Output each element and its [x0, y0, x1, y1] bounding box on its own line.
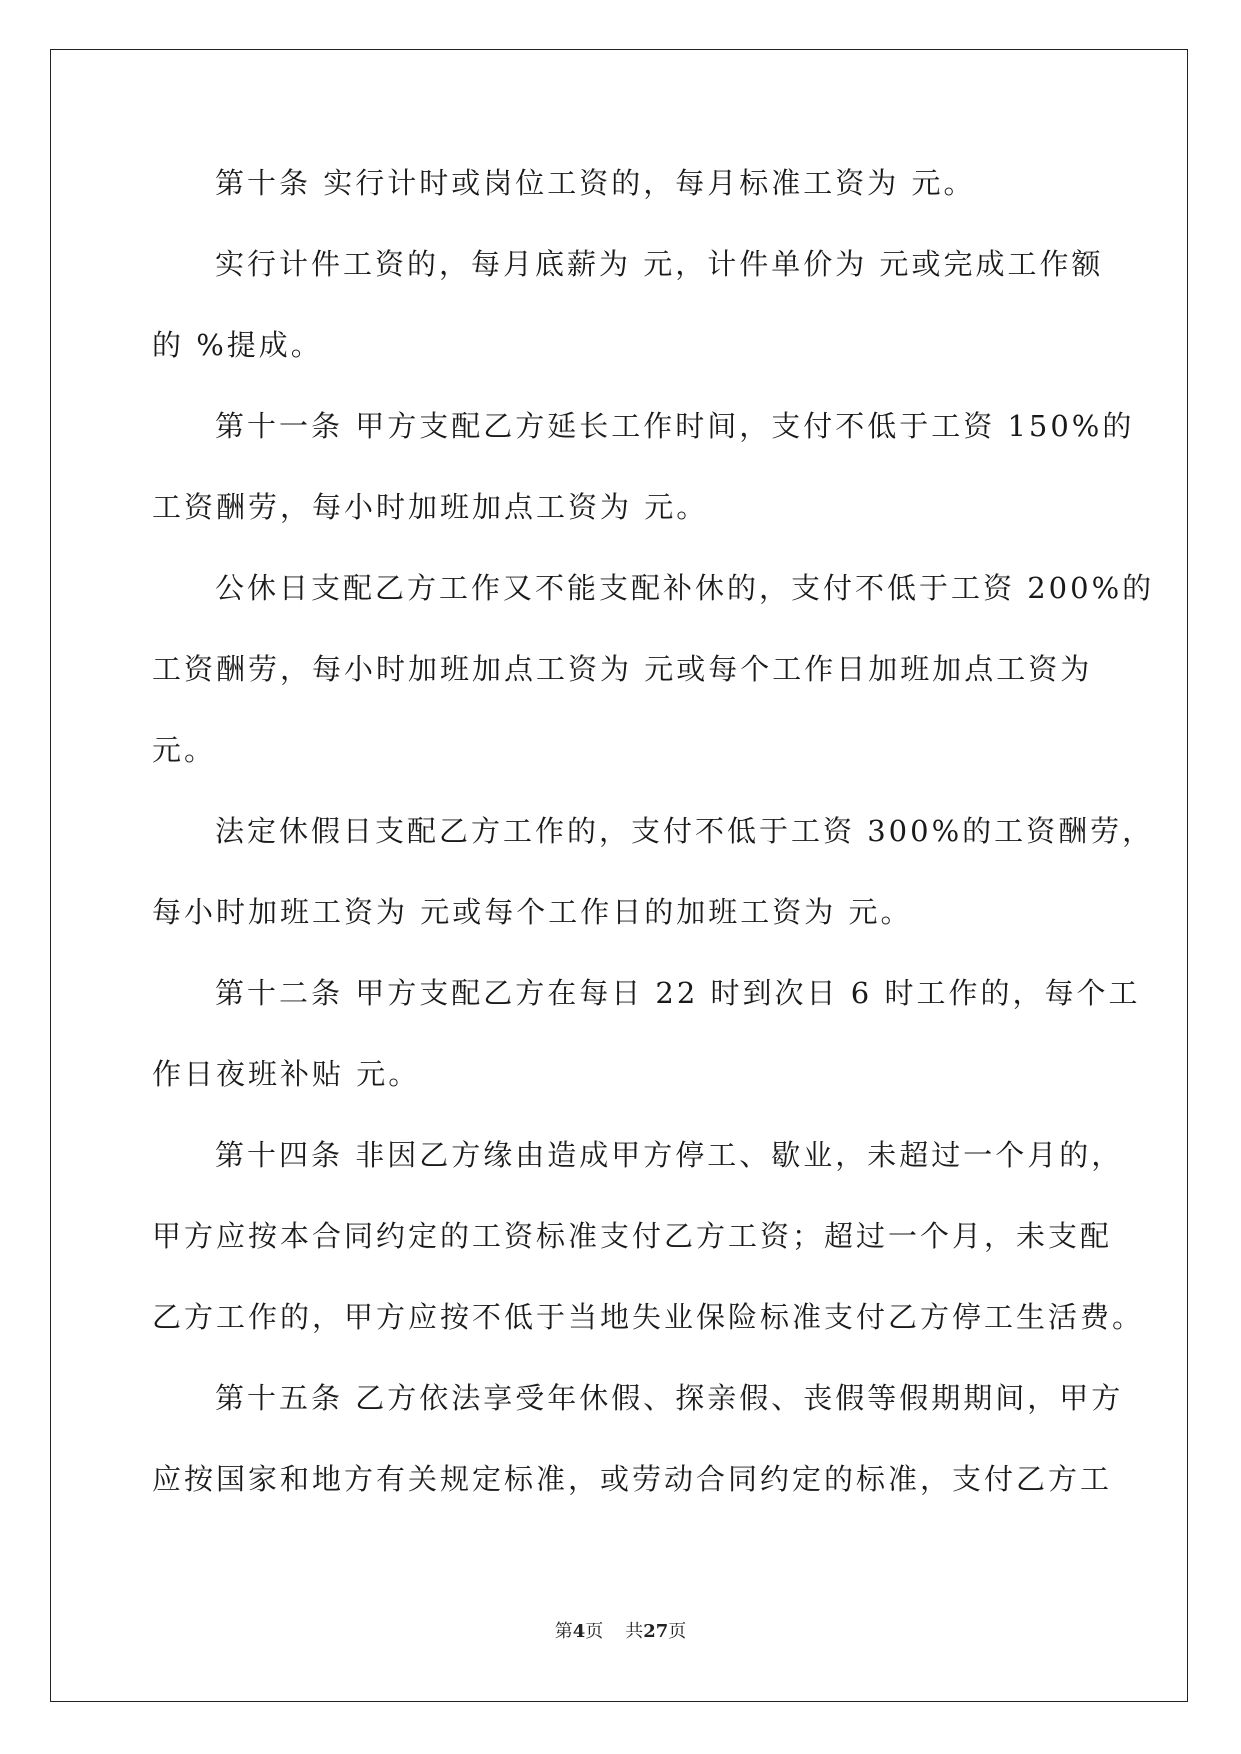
paragraph-line: 的 %提成。 — [152, 328, 323, 362]
page-number: 4 — [572, 1621, 586, 1642]
total-pages: 27 — [643, 1621, 669, 1642]
paragraph-line: 实行计件工资的，每月底薪为 元，计件单价为 元或完成工作额 — [215, 247, 1104, 281]
paragraph-line: 法定休假日支配乙方工作的，支付不低于工资 300%的工资酬劳， — [215, 814, 1155, 848]
paragraph-line: 第十一条 甲方支配乙方延长工作时间，支付不低于工资 150%的 — [215, 409, 1135, 443]
paragraph-line: 第十二条 甲方支配乙方在每日 22 时到次日 6 时工作的，每个工 — [215, 976, 1141, 1010]
paragraph-line: 公休日支配乙方工作又不能支配补休的，支付不低于工资 200%的 — [215, 571, 1155, 605]
total-prefix: 共 — [625, 1621, 644, 1642]
paragraph-line: 乙方工作的，甲方应按不低于当地失业保险标准支付乙方停工生活费。 — [152, 1300, 1145, 1334]
page-footer — [0, 1620, 1241, 1644]
paragraph-line: 应按国家和地方有关规定标准，或劳动合同约定的标准，支付乙方工 — [152, 1462, 1113, 1496]
paragraph-line: 第十四条 非因乙方缘由造成甲方停工、歇业，未超过一个月的， — [215, 1138, 1124, 1172]
paragraph-line: 元。 — [152, 733, 217, 767]
paragraph-line: 工资酬劳，每小时加班加点工资为 元或每个工作日加班加点工资为 — [152, 652, 1093, 686]
paragraph-line: 第十五条 乙方依法享受年休假、探亲假、丧假等假期期间，甲方 — [215, 1381, 1124, 1415]
page-border — [50, 49, 1188, 1702]
paragraph-line: 第十条 实行计时或岗位工资的，每月标准工资为 元。 — [215, 166, 976, 200]
paragraph-line: 作日夜班补贴 元。 — [152, 1057, 421, 1091]
paragraph-line: 每小时加班工资为 元或每个工作日的加班工资为 元。 — [152, 895, 913, 929]
page-suffix: 页 — [585, 1621, 604, 1642]
total-suffix: 页 — [668, 1621, 687, 1642]
paragraph-line: 甲方应按本合同约定的工资标准支付乙方工资；超过一个月，未支配 — [152, 1219, 1113, 1253]
page-prefix: 第 — [554, 1621, 573, 1642]
paragraph-line: 工资酬劳，每小时加班加点工资为 元。 — [152, 490, 709, 524]
